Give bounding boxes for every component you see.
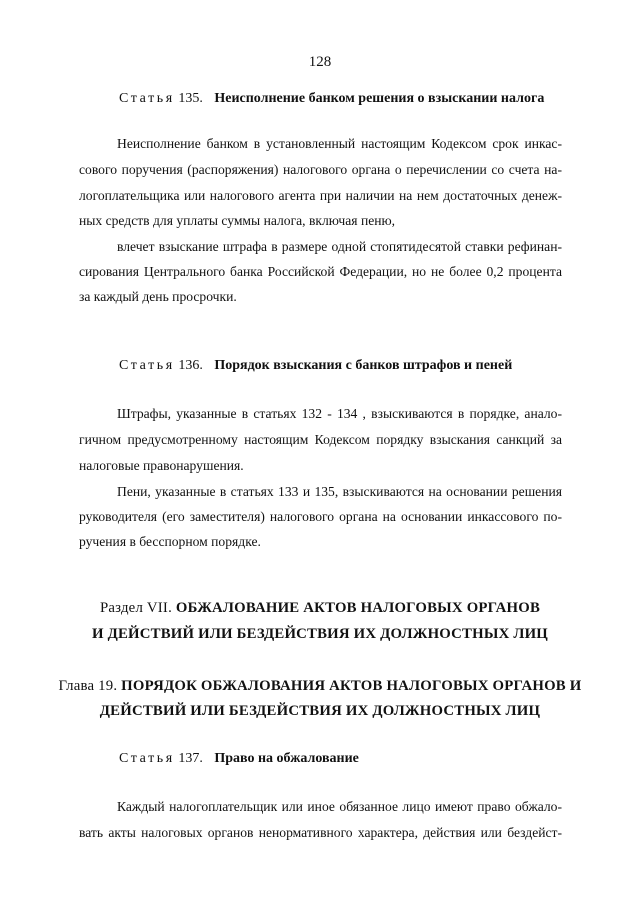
article-135-line-4: ных средств для уплаты суммы налога, включая пеню, xyxy=(79,213,396,228)
article-136-line-1: Штрафы, указанные в статьях 132 - 134 , взыскиваются в порядке, анало- xyxy=(117,406,562,421)
chapter-19-title-line-1: ПОРЯДОК ОБЖАЛОВАНИЯ АКТОВ НАЛОГОВЫХ ОРГАНОВ И xyxy=(121,678,582,694)
chapter-19-heading-line-2: ДЕЙСТВИЙ ИЛИ БЕЗДЕЙСТВИЯ ИХ ДОЛЖНОСТНЫХ ЛИЦ xyxy=(99,703,541,719)
section-7-heading-line-1 xyxy=(0,600,640,617)
article-137-label: Статья xyxy=(119,751,175,766)
page-number: 128 xyxy=(308,54,332,70)
article-136-title: Порядок взыскания с банков штрафов и пеней xyxy=(214,358,513,373)
article-137-line-2: вать акты налоговых органов ненормативного характера, действия или бездейст- xyxy=(79,825,562,840)
section-7-title-line-1: ОБЖАЛОВАНИЕ АКТОВ НАЛОГОВЫХ ОРГАНОВ xyxy=(175,600,541,616)
article-135-line-3: логоплательщика или налогового агента при наличии на нем достаточных денеж- xyxy=(79,188,562,203)
article-135-heading xyxy=(119,91,544,107)
article-135-label: Статья xyxy=(119,91,175,106)
article-135-line-7: за каждый день просрочки. xyxy=(79,289,237,304)
article-135-line-1: Неисполнение банком в установленный настоящим Кодексом срок инкас- xyxy=(117,136,562,151)
article-137-heading xyxy=(119,751,359,767)
article-136-heading xyxy=(119,358,512,374)
article-135-line-6: сирования Центрального банка Российской Федерации, но не более 0,2 процента xyxy=(79,264,562,279)
article-137-line-1: Каждый налогоплательщик или иное обязанное лицо имеют право обжало- xyxy=(117,799,562,814)
section-7-prefix: Раздел VII. xyxy=(99,600,172,616)
article-136-line-6: ручения в бесспорном порядке. xyxy=(79,534,261,549)
article-136-label: Статья xyxy=(119,358,175,373)
article-135-line-5: влечет взыскание штрафа в размере одной стопятидесятой ставки рефинан- xyxy=(117,239,562,254)
article-136-line-2: гичном предусмотренному настоящим Кодексом порядку взыскания санкций за xyxy=(79,432,562,447)
article-136-line-4: Пени, указанные в статьях 133 и 135, взыскиваются на основании решения xyxy=(117,484,562,499)
chapter-19-heading-line-1 xyxy=(0,678,640,695)
article-136-number: 136. xyxy=(178,358,203,373)
article-135-number: 135. xyxy=(178,91,203,106)
article-137-title: Право на обжалование xyxy=(214,751,359,766)
chapter-19-prefix: Глава 19. xyxy=(58,678,118,694)
section-7-heading-line-2: И ДЕЙСТВИЙ ИЛИ БЕЗДЕЙСТВИЯ ИХ ДОЛЖНОСТНЫХ ЛИЦ xyxy=(92,626,548,642)
article-136-line-5: руководителя (его заместителя) налогового органа на основании инкассового по- xyxy=(79,509,562,524)
article-135-title: Неисполнение банком решения о взыскании налога xyxy=(214,91,545,106)
article-135-line-2: сового поручения (распоряжения) налогового органа о перечислении со счета на- xyxy=(79,162,562,177)
article-136-line-3: налоговые правонарушения. xyxy=(79,458,244,473)
article-137-number: 137. xyxy=(178,751,203,766)
